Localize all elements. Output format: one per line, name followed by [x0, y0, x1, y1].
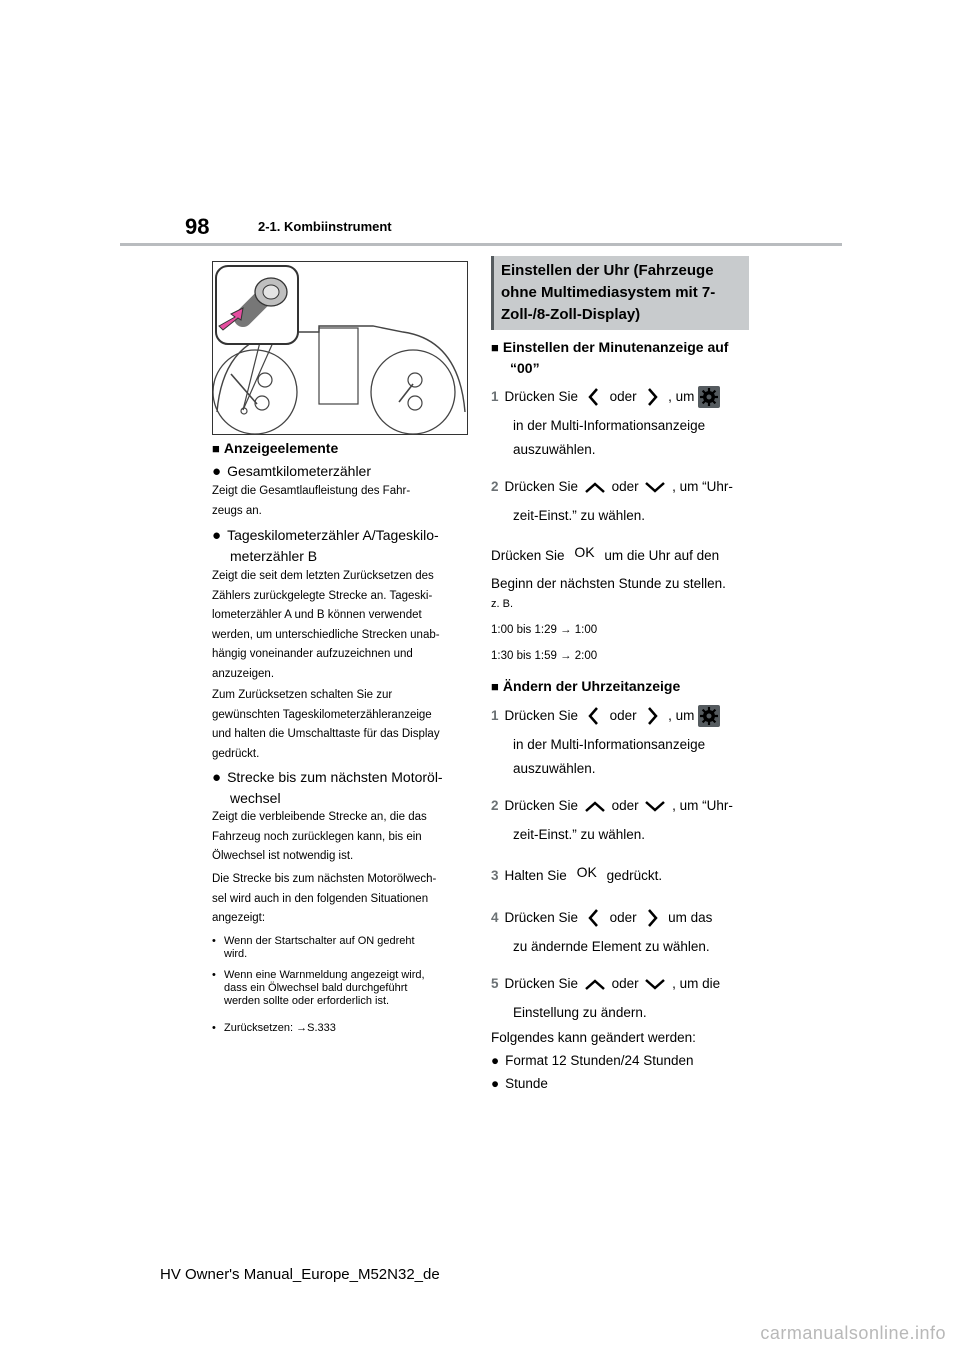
step-1: 1 Drücken Sie oder , um in der Multi-Informationsanzeige auszuwählen.	[491, 385, 751, 462]
para-oel-1: Zeigt die verbleibende Strecke an, die das Fahrzeug noch zurücklegen kann, bis ein Ölwechsel ist notwendig ist.	[212, 811, 427, 862]
chevron-right-icon	[640, 385, 664, 409]
chevron-up-icon	[582, 973, 608, 995]
chevron-up-icon	[582, 476, 608, 498]
step-t1: 1 Drücken Sie oder , um in der Multi-Informationsanzeige auszuwählen.	[491, 704, 751, 781]
bullet-tages: ● Tageskilometerzähler A/Tageskilo- meterzähler B	[212, 527, 439, 564]
bullet-stunde: ● Stunde	[491, 1076, 548, 1091]
para-tages-2: Zum Zurücksetzen schalten Sie zur gewünschten Tageskilometerzähleranzeige und halten die Umschalttaste für das Display gedrückt.	[212, 689, 440, 760]
example-1: 1:00 bis 1:29 → 1:00	[491, 624, 598, 636]
heading-uhrzeitanzeige: ■ Ändern der Uhrzeitanzeige	[491, 678, 681, 694]
chevron-left-icon	[582, 704, 606, 728]
gear-icon	[698, 386, 720, 408]
step-t3: 3 Halten Sie OK gedrückt.	[491, 863, 751, 888]
step-t2: 2 Drücken Sie oder , um “Uhr- zeit-Einst.” zu wählen.	[491, 794, 751, 847]
sublist-item-3[interactable]: • Zurücksetzen: →S.333	[212, 1022, 336, 1034]
example-label: z. B.	[491, 598, 514, 610]
footer-manual-id: HV Owner's Manual_Europe_M52N32_de	[160, 1266, 440, 1283]
chevron-right-icon	[640, 906, 664, 930]
chevron-down-icon	[642, 973, 668, 995]
cluster-drawing	[213, 262, 469, 436]
para-gesamt: Zeigt die Gesamtlaufleistung des Fahr- zeugs an.	[212, 485, 411, 517]
chevron-left-icon	[582, 906, 606, 930]
gear-icon	[698, 705, 720, 727]
section-box-uhr: Einstellen der Uhr (Fahrzeuge ohne Multimediasystem mit 7- Zoll-/8-Zoll-Display)	[491, 256, 749, 330]
chevron-right-icon	[640, 704, 664, 728]
chevron-down-icon	[642, 476, 668, 498]
header-rule	[120, 243, 842, 246]
watermark: carmanualsonline.info	[760, 1323, 946, 1343]
right-gauge	[371, 350, 455, 434]
para-ok: Drücken Sie OK um die Uhr auf den Beginn der nächsten Stunde zu stellen.	[491, 543, 751, 596]
ok-icon: OK	[574, 544, 595, 560]
step-2: 2 Drücken Sie oder , um “Uhr- zeit-Einst.” zu wählen.	[491, 475, 751, 528]
para-aenderbar: Folgendes kann geändert werden:	[491, 1030, 696, 1045]
step-t5: 5 Drücken Sie oder , um die Einstellung zu ändern.	[491, 972, 751, 1025]
instrument-cluster-illustration	[212, 261, 468, 435]
heading-anzeigeelemente: ■ Anzeigeelemente	[212, 440, 339, 456]
center-display	[319, 328, 358, 404]
section-title: 2-1. Kombiinstrument	[258, 219, 392, 234]
chevron-left-icon	[582, 385, 606, 409]
bullet-oelwechsel: ● Strecke bis zum nächsten Motoröl- wechsel	[212, 769, 443, 806]
bullet-gesamt: ● Gesamtkilometerzähler	[212, 463, 371, 480]
heading-minutenanzeige: ■ Einstellen der Minutenanzeige auf “00”	[491, 339, 729, 376]
step-t4: 4 Drücken Sie oder um das zu ändernde Element zu wählen.	[491, 906, 751, 959]
para-tages-1: Zeigt die seit dem letzten Zurücksetzen des Zählers zurückgelegte Strecke an. Tageski- lometerzähler A und B können verwendet werden, um unterschiedliche Strecken unab- hängig voneinander aufzuzeichnen und anzuzeigen.	[212, 570, 440, 680]
chevron-down-icon	[642, 795, 668, 817]
example-2: 1:30 bis 1:59 → 2:00	[491, 650, 598, 662]
ok-icon: OK	[576, 864, 597, 880]
bullet-format: ● Format 12 Stunden/24 Stunden	[491, 1053, 694, 1068]
page-number: 98	[185, 214, 210, 239]
para-oel-2: Die Strecke bis zum nächsten Motorölwech- sel wird auch in den folgenden Situationen angezeigt:	[212, 873, 437, 924]
sublist-item-2: • Wenn eine Warnmeldung angezeigt wird, dass ein Ölwechsel bald durchgeführt werden sollte oder erforderlich ist.	[212, 969, 425, 1007]
chevron-up-icon	[582, 795, 608, 817]
sublist-item-1: • Wenn der Startschalter auf ON gedreht wird.	[212, 935, 415, 960]
